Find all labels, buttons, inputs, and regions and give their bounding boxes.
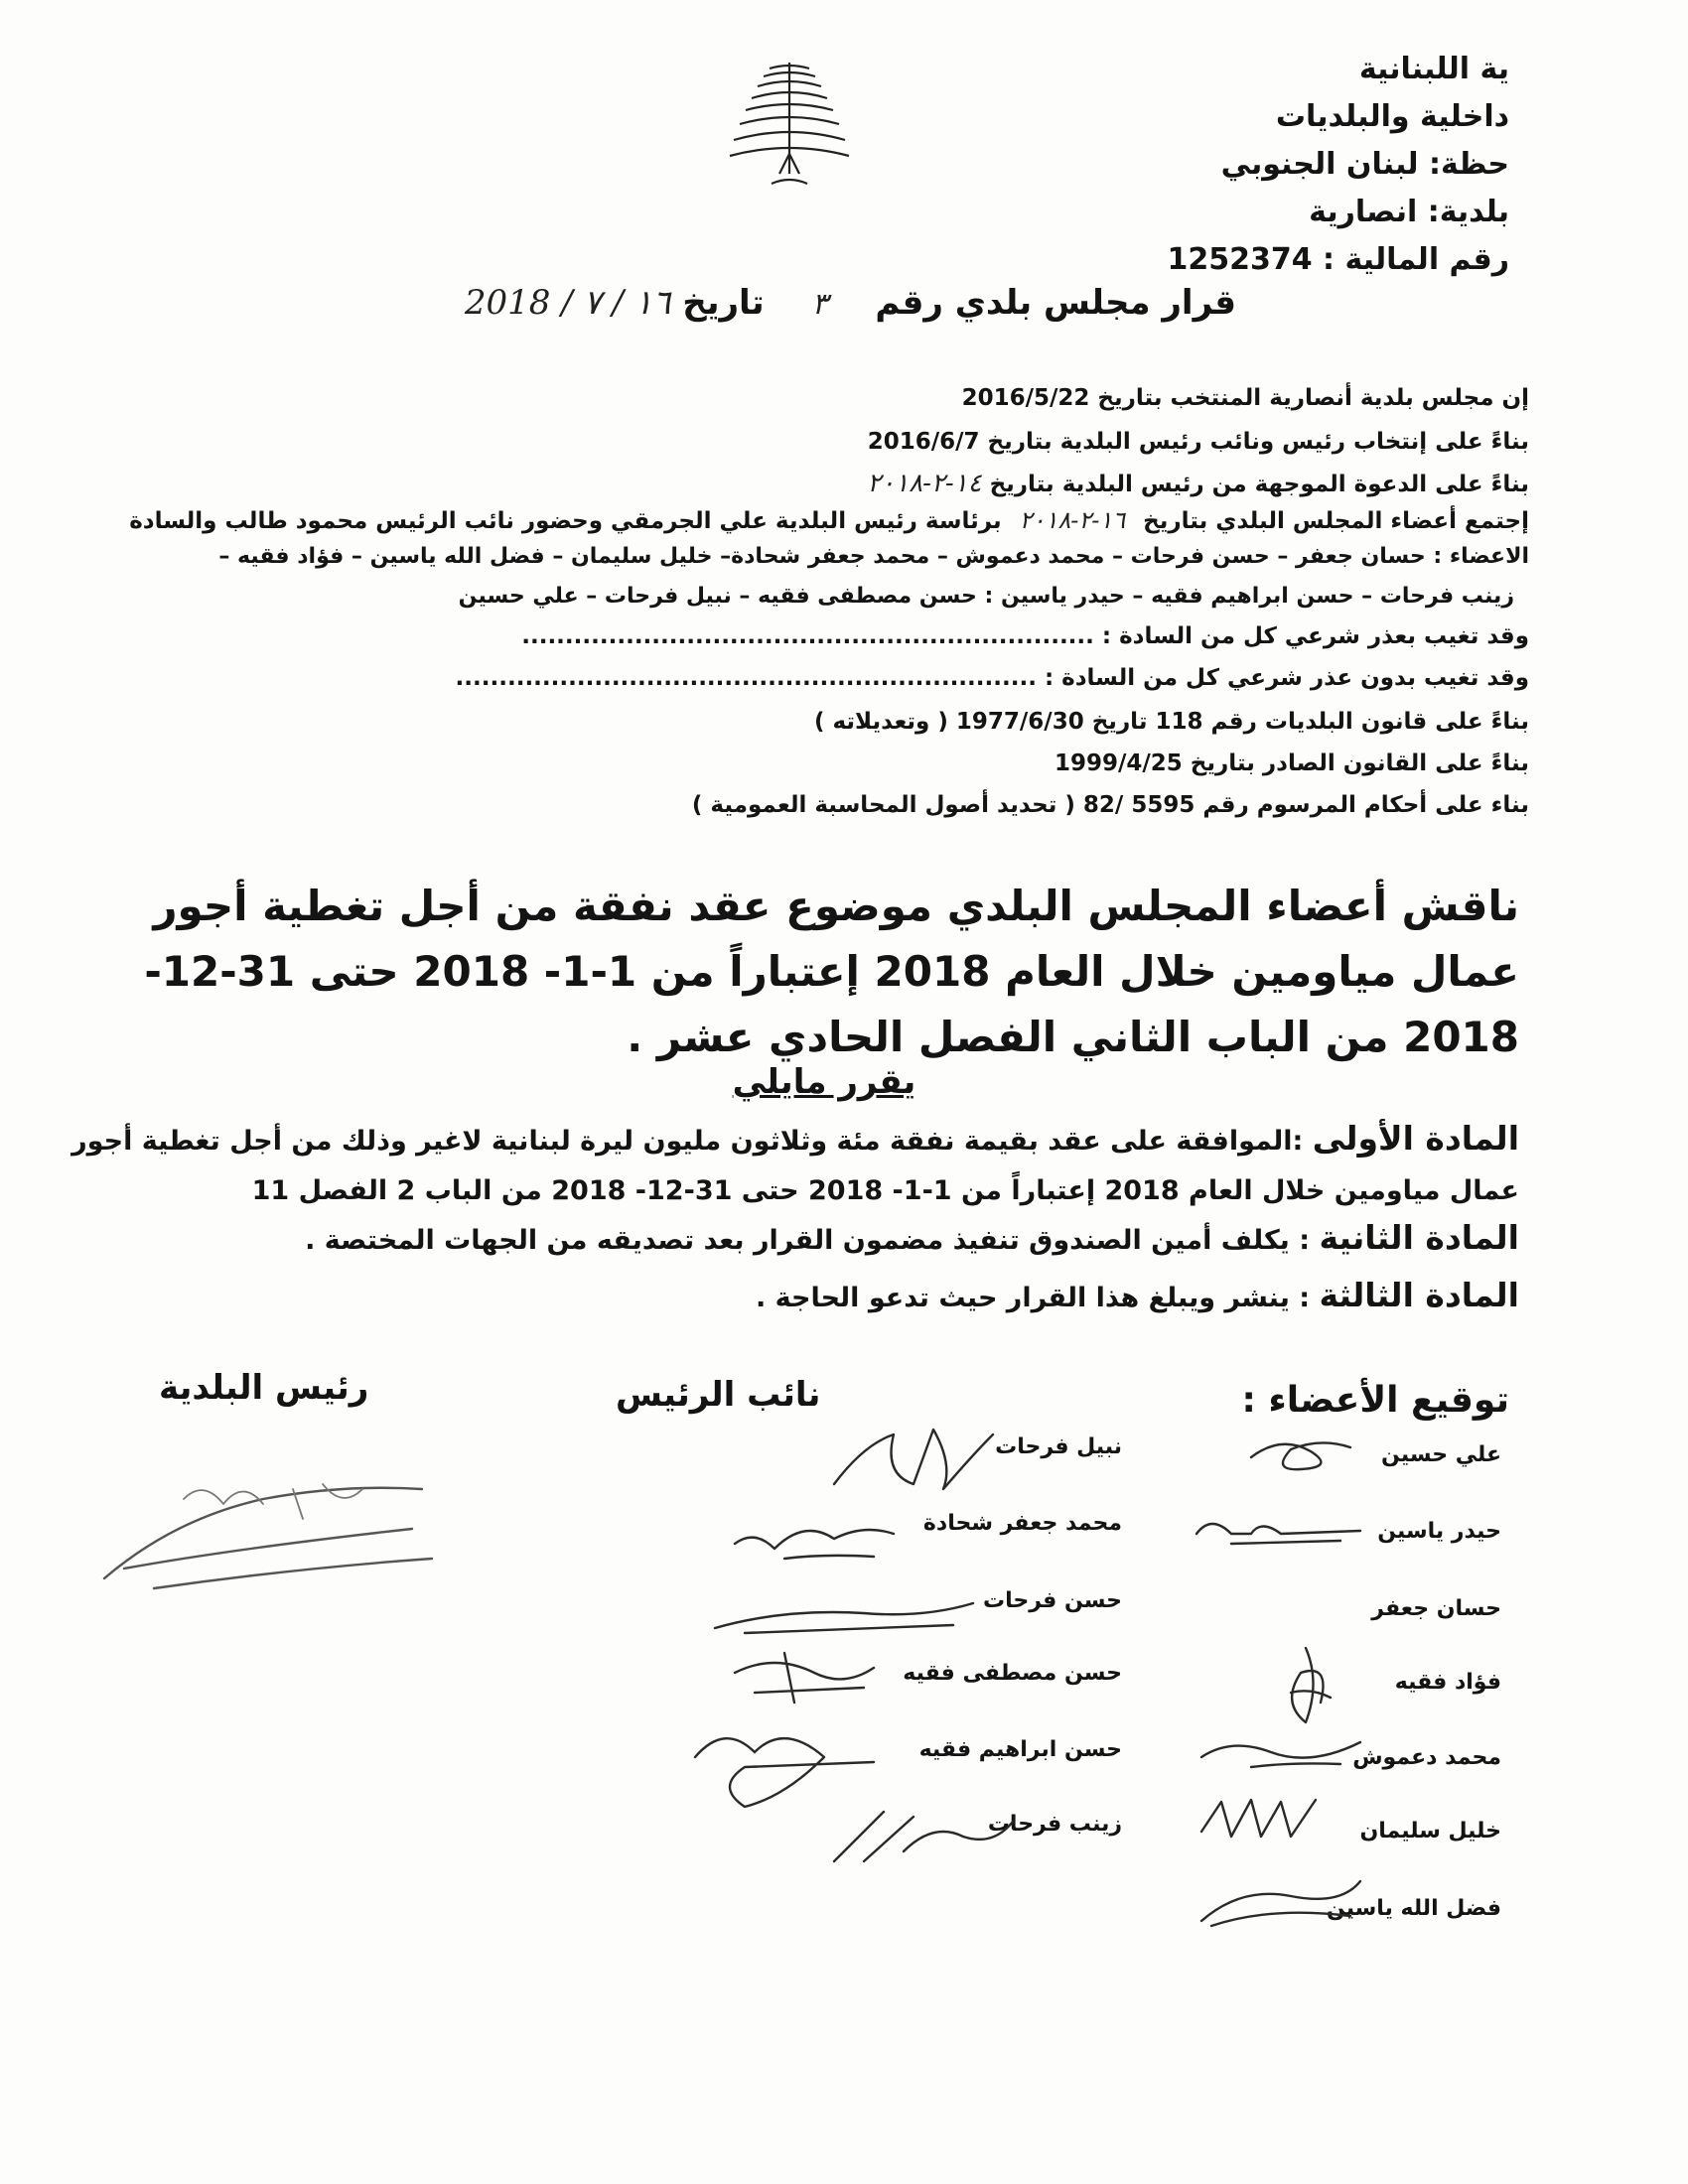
member-name: علي حسين: [1381, 1442, 1501, 1467]
legal-basis: بناء على أحكام المرسوم رقم 5595 /82 ( تحديد أصول المحاسبة العمومية ): [691, 792, 1529, 818]
handwritten-meeting-date: ١٦-٢-٢٠١٨: [1019, 506, 1126, 534]
signature-mark: [705, 1583, 983, 1643]
member-name: محمد جعفر شحادة: [922, 1511, 1122, 1536]
member-name: زينب فرحات: [987, 1812, 1122, 1837]
signature-mark: [1192, 1509, 1370, 1554]
member-name: فؤاد فقيه: [1394, 1670, 1501, 1695]
signature-mark: [1261, 1643, 1350, 1732]
header-municipality: بلدية: انصارية: [1309, 195, 1509, 229]
member-name: فضل الله ياسين: [1326, 1896, 1501, 1921]
member-name: حسان جعفر: [1371, 1596, 1501, 1621]
article-2: المادة الثانية : يكلف أمين الصندوق تنفيذ مضمون القرار بعد تصديقه من الجهات المختصة .: [305, 1218, 1519, 1257]
member-name: حيدر ياسين: [1377, 1519, 1501, 1544]
decision-title: قرار مجلس بلدي رقم ٣ تاريخ ١٦ / ٧ / 2018: [464, 283, 1236, 323]
preamble-line: إجتمع أعضاء المجلس البلدي بتاريخ ١٦-٢-٢٠١٨ برئاسة رئيس البلدية علي الجرمقي وحضور نائب الرئيس محمود طالب والسادة: [129, 506, 1529, 534]
preamble-line: بناءً على الدعوة الموجهة من رئيس البلدية بتاريخ ١٤-٢-٢٠١٨: [867, 469, 1529, 498]
signature-mark: [1192, 1792, 1340, 1851]
article-1: المادة الأولى :الموافقة على عقد بقيمة نفقة مئة وثلاثون مليون ليرة لبنانية لاغير وذلك من أجل تغطية أجور عمال مياومين خلال العام 2018 إعتباراً من 1-1- 2018 حتى 31-12- 2018 من الباب 2 الفصل 11: [71, 1119, 1519, 1206]
header-governorate: حظة: لبنان الجنوبي: [1220, 147, 1509, 182]
members-signature-title: توقيع الأعضاء :: [1241, 1380, 1509, 1421]
signature-mark: [1192, 1722, 1370, 1782]
article-3: المادة الثالثة : ينشر ويبلغ هذا القرار حيث تدعو الحاجة .: [755, 1276, 1519, 1314]
preamble-line: إن مجلس بلدية أنصارية المنتخب بتاريخ 2016/5/22: [961, 385, 1529, 411]
absent-unexcused: وقد تغيب بدون عذر شرعي كل من السادة : ...................................................................: [455, 665, 1529, 691]
header-finance-number: رقم المالية : 1252374: [1167, 242, 1509, 277]
decision-number: ٣: [811, 287, 828, 322]
legal-basis: بناءً على قانون البلديات رقم 118 تاريخ 1977/6/30 ( وتعديلاته ): [813, 709, 1529, 735]
member-name: حسن مصطفى فقيه: [903, 1661, 1122, 1686]
member-name: نبيل فرحات: [995, 1434, 1122, 1459]
deputy-title: نائب الرئيس: [616, 1375, 821, 1415]
decision-date: ١٦ / ٧ / 2018: [464, 283, 671, 323]
preamble-members: الاعضاء : حسان جعفر – حسن فرحات – محمد دعموش – محمد جعفر شحادة– خليل سليمان – فضل الله ياسين – فؤاد فقيه –: [218, 544, 1529, 569]
signature-mark: [824, 1792, 1023, 1871]
header-ministry: داخلية والبلديات: [1275, 99, 1509, 134]
member-name: حسن فرحات: [982, 1588, 1122, 1613]
member-name: خليل سليمان: [1359, 1819, 1501, 1843]
president-title: رئيس البلدية: [159, 1368, 369, 1408]
president-signature-stamp: [94, 1459, 452, 1608]
preamble-line: بناءً على إنتخاب رئيس ونائب رئيس البلدية بتاريخ 2016/6/7: [867, 429, 1529, 455]
signature-mark: [725, 1643, 884, 1712]
preamble-members: زينب فرحات – حسن ابراهيم فقيه – حيدر ياسين : حسن مصطفى فقيه – نبيل فرحات – علي حسين: [458, 584, 1514, 609]
handwritten-invite-date: ١٤-٢-٢٠١٨: [867, 469, 982, 498]
member-name: محمد دعموش: [1352, 1745, 1501, 1770]
decides-heading: يقرر مايلي: [732, 1062, 916, 1102]
discussion-paragraph: ناقش أعضاء المجلس البلدي موضوع عقد نفقة من أجل تغطية أجور عمال مياومين خلال العام 2018 إعتباراً من 1-1- 2018 حتى 31-12- 2018 من الباب الثاني الفصل الحادي عشر .: [144, 882, 1519, 1061]
cedar-emblem-icon: [720, 55, 859, 194]
signature-mark: [824, 1415, 1003, 1504]
header-country: ية اللبنانية: [1358, 52, 1509, 86]
signature-mark: [725, 1499, 904, 1569]
member-name: حسن ابراهيم فقيه: [918, 1737, 1122, 1762]
absent-excused: وقد تغيب بعذر شرعي كل من السادة : ..................................................................: [521, 623, 1529, 649]
legal-basis: بناءً على القانون الصادر بتاريخ 1999/4/25: [1054, 751, 1529, 776]
signature-mark: [1241, 1430, 1360, 1479]
signature-mark: [1192, 1866, 1370, 1936]
